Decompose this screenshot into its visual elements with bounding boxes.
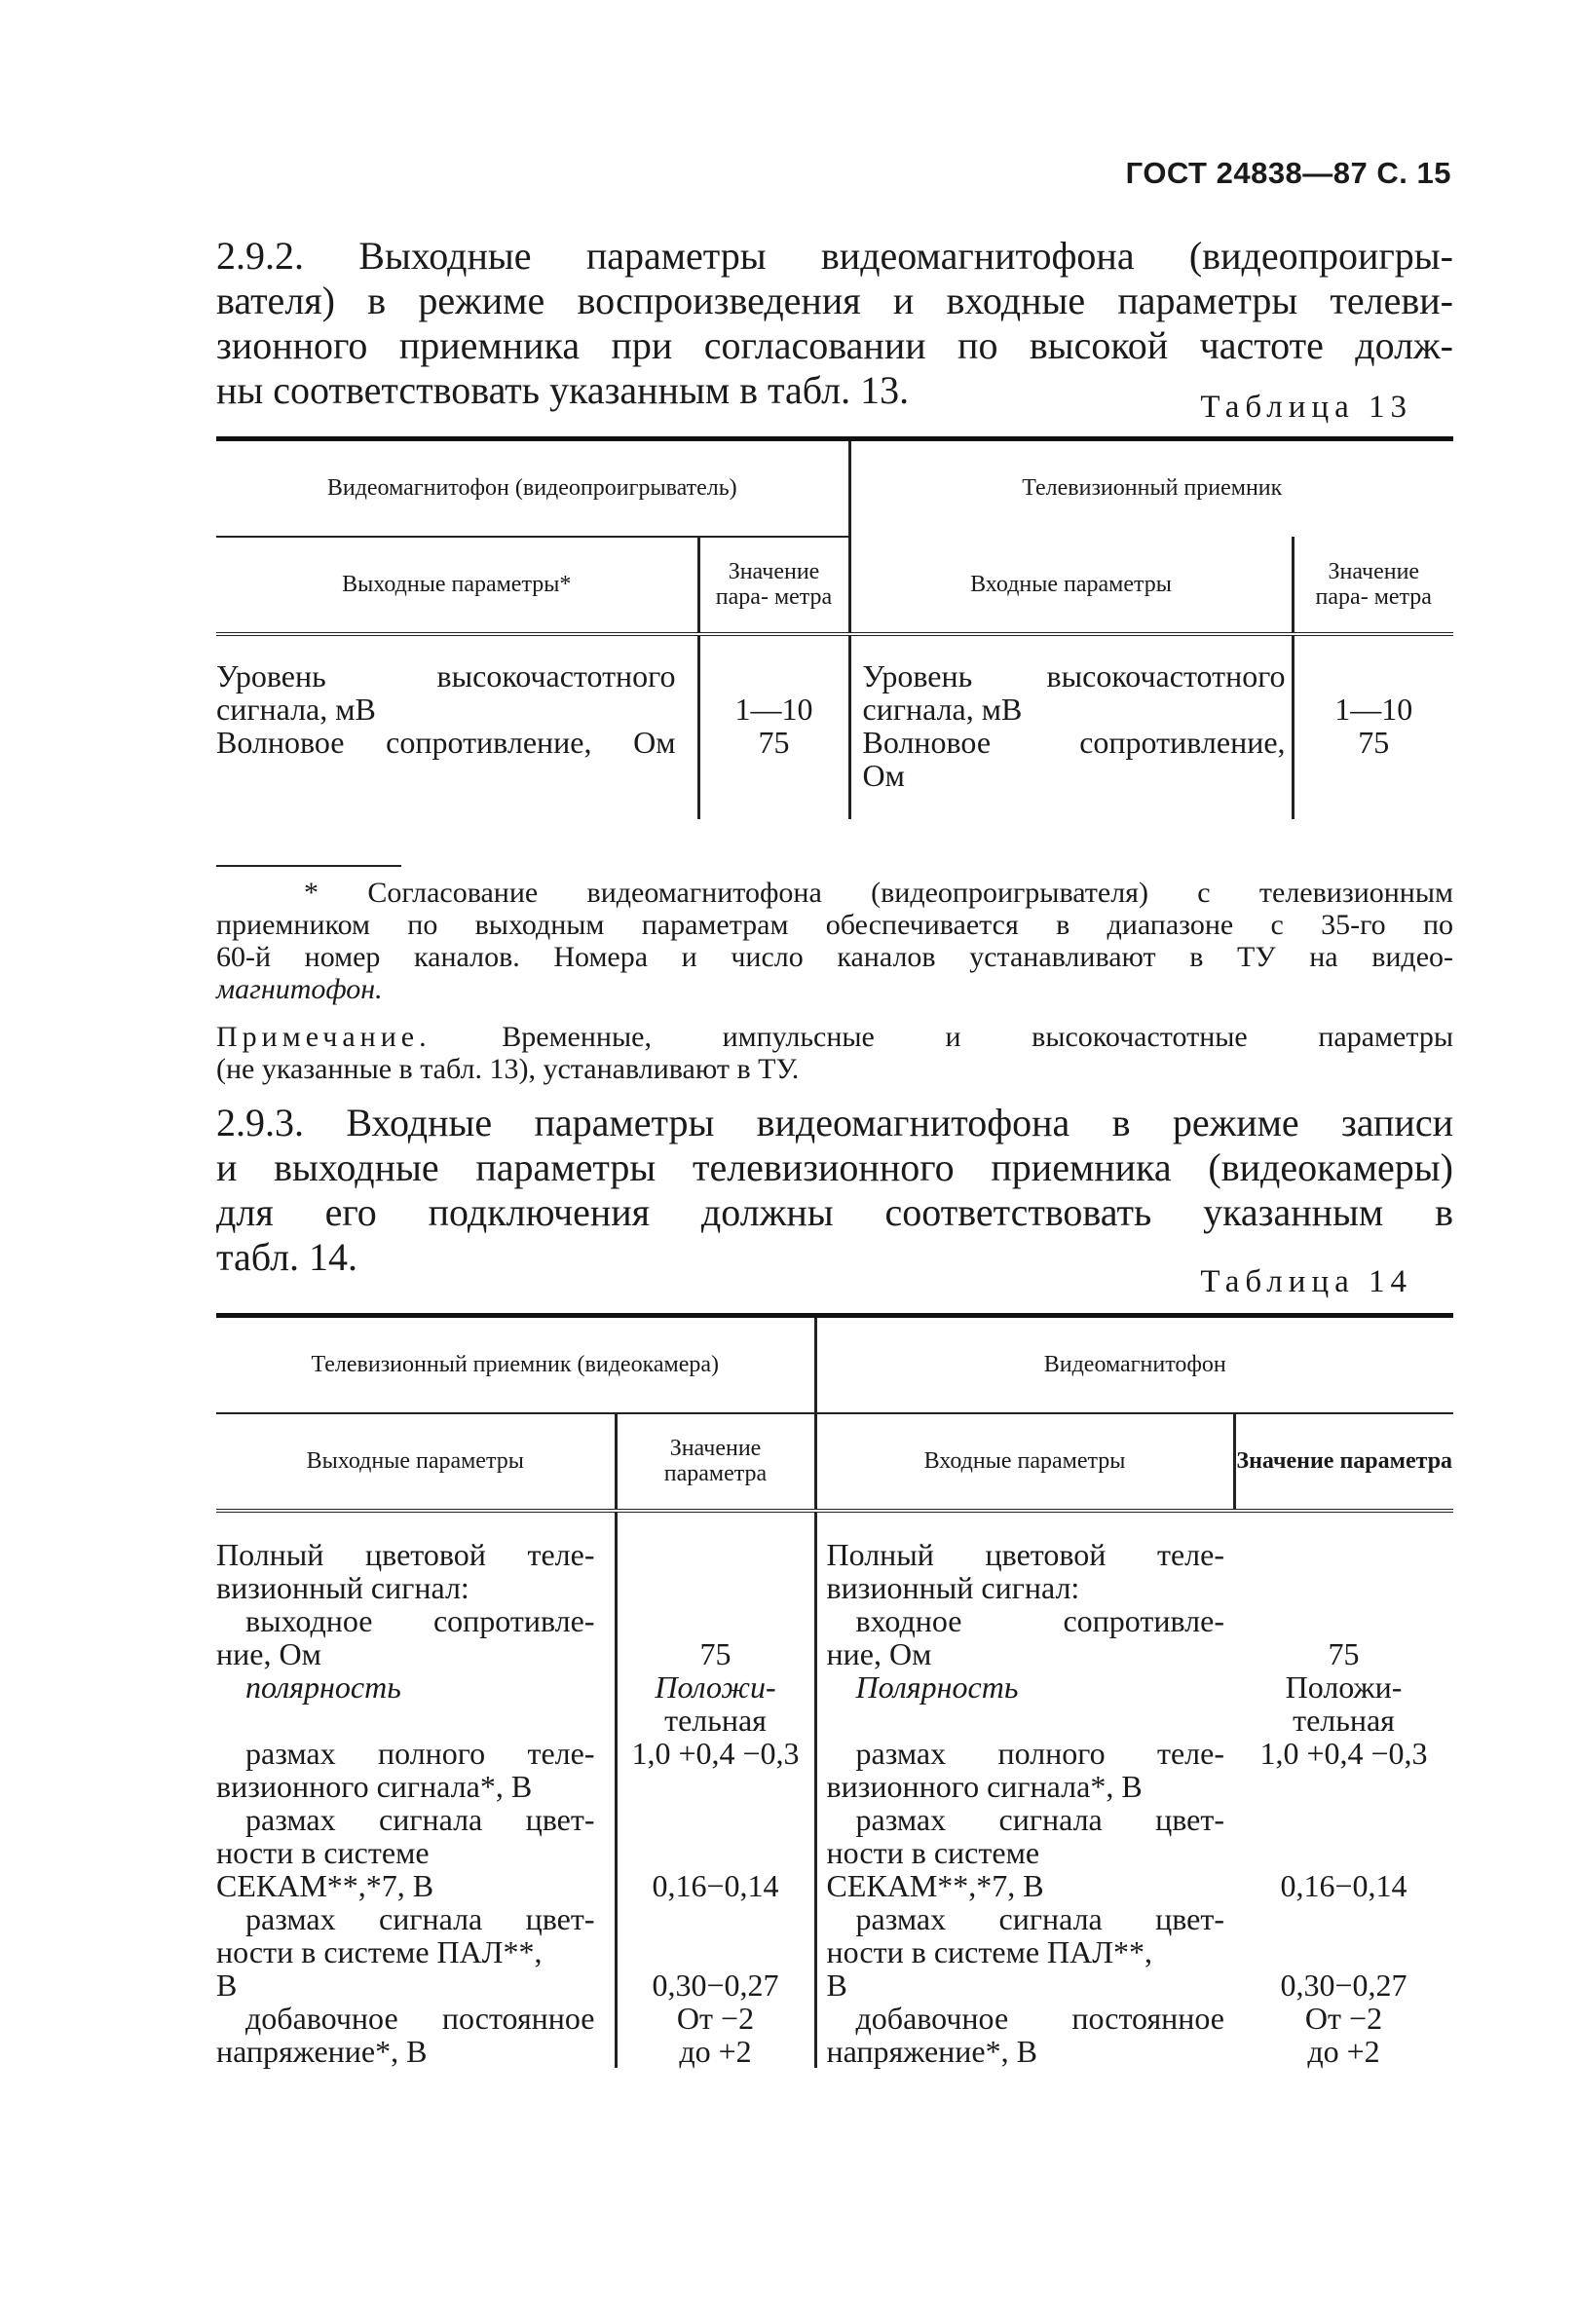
table-13-col-output-value: Значение пара- метра <box>698 537 849 634</box>
table-14-caption: Таблица 14 <box>1200 1264 1412 1299</box>
table-14-group-tv: Телевизионный приемник (видеокамера) <box>216 1316 815 1413</box>
table-14 <box>216 1313 1453 2068</box>
table-14-col-input-params: Входные параметры <box>815 1413 1234 1511</box>
table-14-group-recorder: Видеомагнитофон <box>815 1316 1453 1413</box>
table-14-col-output-value: Значение параметра <box>616 1413 815 1511</box>
table-13 <box>216 436 1453 819</box>
table-13-group-recorder: Видеомагнитофон (видеопроигрыватель) <box>216 439 849 537</box>
table-13-left-values: 1—10 75 <box>698 634 849 819</box>
footnote-table-13: * Согласование видеомагнитофона (видеопроигрывателя) с телевизионным приемником по выходным параметрам обеспечивается в диапазоне с 35-го по 60-й номер каналов. Номера и число каналов устанавливают в ТУ на видео- магнитофон. <box>216 877 1453 1005</box>
table-14-col-input-value: Значение параметра <box>1234 1413 1453 1511</box>
table-13-right-params: Уровень высокочастотного сигнала, мВ Волновое сопротивление, Ом <box>849 634 1293 819</box>
footnote-rule <box>216 865 401 867</box>
table-13-left-params: Уровень высокочастотного сигнала, мВ Волновое сопротивление, Ом <box>216 657 676 760</box>
page-header: ГОСТ 24838—87 С. 15 <box>1125 156 1451 190</box>
table-13-col-input-params: Входные параметры <box>849 537 1293 634</box>
table-14-left-params: Полный цветовой теле- визионный сигнал: выходное сопротивле- ние, Ом полярность размах полного теле- визионного сигнала*, В размах сигнала цвет- ности в системе СЕКАМ**,*7, В размах сигнала цвет- ности в системе ПАЛ**, В добавочное постоянное напряжение*, В <box>216 1536 595 2069</box>
table-13-right-values: 1—10 75 <box>1293 634 1453 819</box>
text-line: вателя) в режиме воспроизведения и входные параметры телеви- <box>216 279 1453 322</box>
table-14-right-params: Полный цветовой теле- визионный сигнал: входное сопротивле- ние, Ом Полярность размах полного теле- визионного сигнала*, В размах сигнала цвет- ности в системе СЕКАМ**,*7, В размах сигнала цвет- ности в системе ПАЛ**, В добавочное постоянное напряжение*, В <box>815 1511 1234 2068</box>
table-13-col-input-value: Значение пара- метра <box>1293 537 1453 634</box>
table-14-left-values: 75 Положи- тельная 1,0 +0,4 −0,3 0,16−0,14 0,30−0,27 От −2 до +2 <box>616 1511 815 2068</box>
text-line: табл. 14. <box>216 1235 358 1279</box>
text-line: ны соответствовать указанным в табл. 13. <box>216 368 910 412</box>
table-14-col-output-params: Выходные параметры <box>216 1413 616 1511</box>
text-line: для его подключения должны соответствовать указанным в <box>216 1190 1453 1234</box>
note-table-13: Примечание. Временные, импульсные и высокочастотные параметры (не указанные в табл. 13), устанавливают в ТУ. <box>216 1021 1453 1085</box>
paragraph-2-9-3 <box>216 1101 1453 1280</box>
text-line: зионного приемника при согласовании по высокой частоте долж- <box>216 323 1453 367</box>
table-13-col-output-params: Выходные параметры* <box>216 537 698 634</box>
text-line: 2.9.3. Входные параметры видеомагнитофона в режиме записи <box>216 1101 1453 1144</box>
table-14-right-values: 75 Положи- тельная 1,0 +0,4 −0,3 0,16−0,14 0,30−0,27 От −2 до +2 <box>1259 1635 1428 2069</box>
table-13-caption: Таблица 13 <box>1200 390 1412 425</box>
text-line: 2.9.2. Выходные параметры видеомагнитофона (видеопроигры- <box>216 234 1453 278</box>
paragraph-2-9-2 <box>216 234 1453 413</box>
text-line: и выходные параметры телевизионного приемника (видеокамеры) <box>216 1145 1453 1189</box>
table-13-group-tv: Телевизионный приемник <box>849 439 1453 537</box>
